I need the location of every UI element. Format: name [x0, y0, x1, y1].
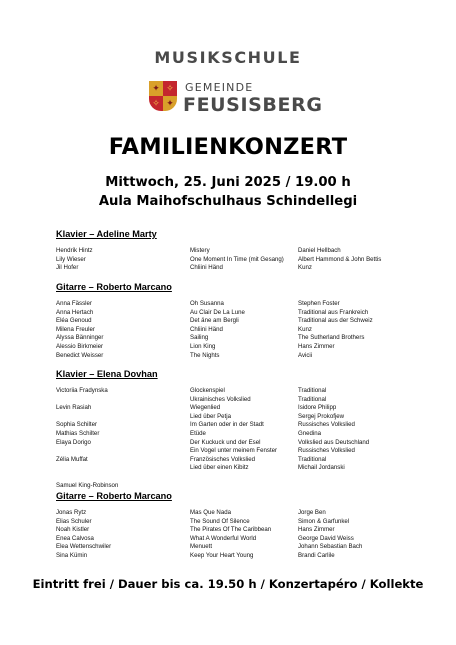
composer-name: Jorge Ben — [298, 509, 326, 516]
piece-title: Lion King — [190, 342, 216, 350]
performer-name: Milena Freuler — [56, 325, 95, 333]
performer-name: Elea Wettenschwiler — [56, 543, 112, 551]
section-title: Gitarre – Roberto Marcano — [56, 491, 172, 501]
composer-name: Hans Zimmer — [298, 342, 335, 350]
program-row — [56, 526, 416, 535]
program-row — [56, 300, 416, 309]
concert-info-footer: Eintritt frei / Dauer bis ca. 19.50 h / Konzertapéro / Kollekte — [32, 577, 424, 591]
program-row — [56, 430, 416, 439]
piece-title: Keep Your Heart Young — [190, 551, 254, 559]
piece-title: Etüde — [190, 429, 206, 437]
performer-name: Noah Kistler — [56, 526, 90, 534]
coat-of-arms-icon: ✦ ✧ ✧ ✦ — [149, 81, 177, 111]
composer-name: Albert Hammond & John Bettis — [298, 255, 382, 263]
program-row — [56, 518, 416, 527]
piece-title: Lied über einen Kibitz — [190, 464, 249, 472]
program-row — [56, 247, 416, 256]
composer-name: Russisches Volkslied — [298, 421, 355, 429]
performer-name: Jonas Rytz — [56, 509, 87, 516]
program-list — [56, 509, 416, 561]
piece-title: Im Garten oder in der Stadt — [190, 421, 264, 429]
performer-name: Mathias Schilter — [56, 429, 100, 437]
program-row — [56, 309, 416, 318]
piece-title: Chliini Händ — [190, 264, 223, 272]
composer-name: Johann Sebastian Bach — [298, 543, 363, 551]
program-list — [56, 247, 416, 273]
composer-name: The Sutherland Brothers — [298, 334, 365, 342]
composer-name: Isidore Philipp — [298, 404, 337, 412]
piece-title: Chliini Händ — [190, 325, 223, 333]
piece-title: Oh Susanna — [190, 300, 224, 307]
composer-name: Avicii — [298, 351, 313, 359]
piece-title: Lied über Petja — [190, 412, 231, 420]
program-row — [56, 421, 416, 430]
piece-title: What A Wonderful World — [190, 534, 257, 542]
composer-name: Simon & Garfunkel — [298, 517, 350, 525]
piece-title: Französisches Volkslied — [190, 455, 256, 463]
composer-name: Stephen Foster — [298, 300, 340, 307]
performer-name: Zélia Muffat — [56, 455, 88, 463]
composer-name: Daniel Hellbach — [298, 247, 341, 254]
program-row — [56, 439, 416, 448]
municipality-label: GEMEINDE — [185, 81, 254, 94]
program-list — [56, 387, 416, 490]
piece-title: The Pirates Of The Caribbean — [190, 526, 272, 534]
performer-name: Elaya Dorigo — [56, 438, 91, 446]
performer-name: Anna Hertach — [56, 308, 94, 316]
piece-title: One Moment In Time (mit Gesang) — [190, 255, 284, 263]
program-row — [56, 334, 416, 343]
program-row — [56, 326, 416, 335]
composer-name: Gnedina — [298, 429, 322, 437]
composer-name: Traditional aus der Schweiz — [298, 317, 373, 325]
program-section — [56, 228, 416, 273]
performer-name: Anna Fässler — [56, 300, 92, 307]
program-row — [56, 264, 416, 273]
section-title: Gitarre – Roberto Marcano — [56, 282, 172, 292]
program-row — [56, 509, 416, 518]
concert-venue: Aula Maihofschulhaus Schindellegi — [98, 194, 358, 209]
performer-name: Benedict Weisser — [56, 351, 104, 359]
performer-name: Sina Kümin — [56, 551, 88, 559]
performer-name: Alessio Birkmeier — [56, 342, 104, 350]
piece-title: Det äne am Bergli — [190, 317, 239, 325]
composer-name: Traditional — [298, 395, 327, 403]
program-section — [56, 281, 416, 360]
composer-name: Brandi Carlile — [298, 551, 335, 559]
performer-name: Jil Hofer — [56, 264, 79, 272]
composer-name: Traditional — [298, 387, 327, 394]
program-row — [56, 256, 416, 265]
composer-name: Kunz — [298, 325, 312, 333]
program-row — [56, 543, 416, 552]
program-row — [56, 352, 416, 361]
program-row — [56, 552, 416, 561]
piece-title: Menuett — [190, 543, 213, 551]
program-row — [56, 473, 416, 482]
program-row — [56, 404, 416, 413]
piece-title: Der Kuckuck und der Esel — [190, 438, 261, 446]
program-row — [56, 317, 416, 326]
piece-title: Sailing — [190, 334, 209, 342]
piece-title: The Sound Of Silence — [190, 517, 250, 525]
performer-name: Elias Schuler — [56, 517, 92, 525]
performer-name: Hendrik Hintz — [56, 247, 93, 254]
composer-name: Sergej Prokofjew — [298, 412, 345, 420]
composer-name: Michail Jordanski — [298, 464, 345, 472]
program-row — [56, 387, 416, 396]
program-row — [56, 447, 416, 456]
municipality-name: FEUSISBERG — [183, 94, 323, 116]
performer-name: Lily Wieser — [56, 255, 86, 263]
program-row — [56, 413, 416, 422]
composer-name: Russisches Volkslied — [298, 447, 355, 455]
performer-name: Eléa Genoud — [56, 317, 92, 325]
school-name: MUSIKSCHULE — [154, 48, 302, 67]
performer-name: Samuel King-Robinson — [56, 481, 119, 489]
program-list — [56, 300, 416, 360]
composer-name: Kunz — [298, 264, 312, 272]
concert-title: FAMILIENKONZERT — [108, 134, 348, 160]
piece-title: Au Clair De La Lune — [190, 308, 245, 316]
piece-title: Ein Vogel unter meinem Fenster — [190, 447, 278, 455]
piece-title: Wiegenlied — [190, 404, 221, 412]
piece-title: The Nights — [190, 351, 220, 359]
composer-name: George David Weiss — [298, 534, 354, 542]
piece-title: Mas Que Nada — [190, 509, 231, 516]
section-title: Klavier – Adeline Marty — [56, 229, 157, 239]
program-section — [56, 490, 416, 561]
composer-name: Volkslied aus Deutschland — [298, 438, 370, 446]
program-row — [56, 535, 416, 544]
piece-title: Glockenspiel — [190, 387, 225, 394]
piece-title: Ukrainisches Volkslied — [190, 395, 251, 403]
performer-name: Victoriia Fradynska — [56, 387, 108, 394]
program-row — [56, 343, 416, 352]
performer-name: Enea Calvosa — [56, 534, 94, 542]
concert-date: Mittwoch, 25. Juni 2025 / 19.00 h — [105, 175, 351, 190]
program-row — [56, 464, 416, 473]
program-row — [56, 456, 416, 465]
program-section — [56, 368, 416, 490]
piece-title: Mistery — [190, 247, 210, 254]
program-row — [56, 396, 416, 405]
composer-name: Hans Zimmer — [298, 526, 335, 534]
section-title: Klavier – Elena Dovhan — [56, 369, 158, 379]
performer-name: Levin Rasiah — [56, 404, 92, 412]
composer-name: Traditional — [298, 455, 327, 463]
program-row — [56, 482, 416, 491]
municipality-logo — [149, 78, 349, 118]
performer-name: Sophia Schilter — [56, 421, 97, 429]
composer-name: Traditional aus Frankreich — [298, 308, 369, 316]
performer-name: Alyssa Bänninger — [56, 334, 104, 342]
